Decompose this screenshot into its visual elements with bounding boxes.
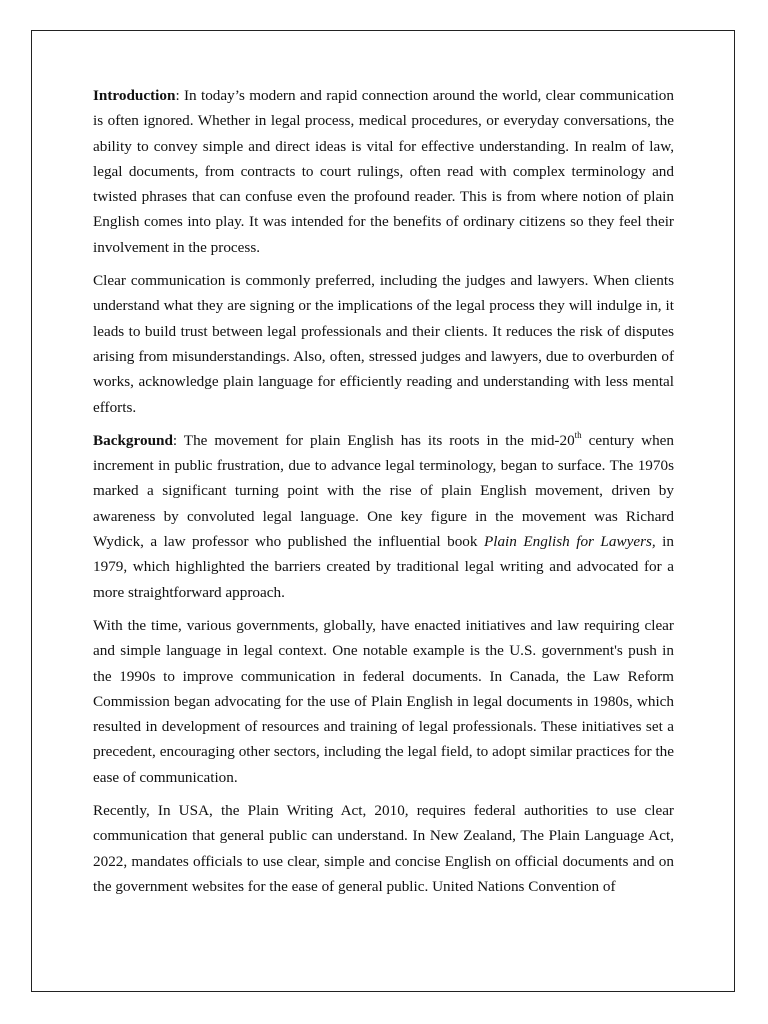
paragraph-governments (93, 613, 674, 790)
document-body (93, 83, 674, 907)
paragraph-recently (93, 798, 674, 899)
paragraph-text: century when increment in public frustration, due to advance legal terminology, began to surface. The 1970s marked a significant turning point with the rise of plain English movement, driven by awareness by convoluted legal language. One key figure in the movement was Richard Wydick, a law professor who published the influential book (93, 431, 675, 551)
paragraph-clear-communication (93, 268, 674, 420)
book-title: Plain English for Lawyers, (483, 533, 656, 551)
superscript-ordinal: th (574, 429, 582, 440)
paragraph-text: Recently, In USA, the Plain Writing Act, 2010, requires federal authorities to use clear communication that general public can understand. In New Zealand, The Plain Language Act, 2022, mandates officials to use clear, simple and concise English on official documents and on the government websites for the ease of general public. United Nations Convention of (93, 802, 674, 895)
paragraph-text: : The movement for plain English has its roots in the mid-20 (172, 431, 575, 449)
heading-introduction: Introduction (93, 87, 176, 104)
paragraph-background (93, 428, 674, 605)
paragraph-text: Clear communication is commonly preferred, including the judges and lawyers. When clients understand what they are signing or the implications of the legal process they will indulge in, it leads to build trust between legal professionals and their clients. It reduces the risk of disputes arising from misunderstandings. Also, often, stressed judges and lawyers, due to overburden of works, acknowledge plain language for efficiently reading and understanding with less mental efforts. (93, 272, 674, 416)
paragraph-introduction (93, 83, 674, 260)
paragraph-text: in 1979, which highlighted the barriers created by traditional legal writing and advocated for a more straightforward approach. (93, 533, 674, 601)
paragraph-text: With the time, various governments, globally, have enacted initiatives and law requiring clear and simple language in legal context. One notable example is the U.S. government's push in the 1990s to improve communication in federal documents. In Canada, the Law Reform Commission began advocating for the use of Plain English in legal documents in 1980s, which resulted in development of resources and training of legal professionals. These initiatives set a precedent, encouraging other sectors, including the legal field, to adopt similar practices for the ease of communication. (93, 616, 674, 786)
paragraph-text: : In today’s modern and rapid connection around the world, clear communication is often ignored. Whether in legal process, medical procedures, or everyday conversations, the ability to convey simple and direct ideas is vital for effective understanding. In realm of law, legal documents, from contracts to court rulings, often read with complex terminology and twisted phrases that can confuse even the profound reader. This is from where notion of plain English comes into play. It was intended for the benefits of ordinary citizens so they feel their involvement in the process. (93, 87, 674, 256)
heading-background: Background (93, 431, 173, 449)
